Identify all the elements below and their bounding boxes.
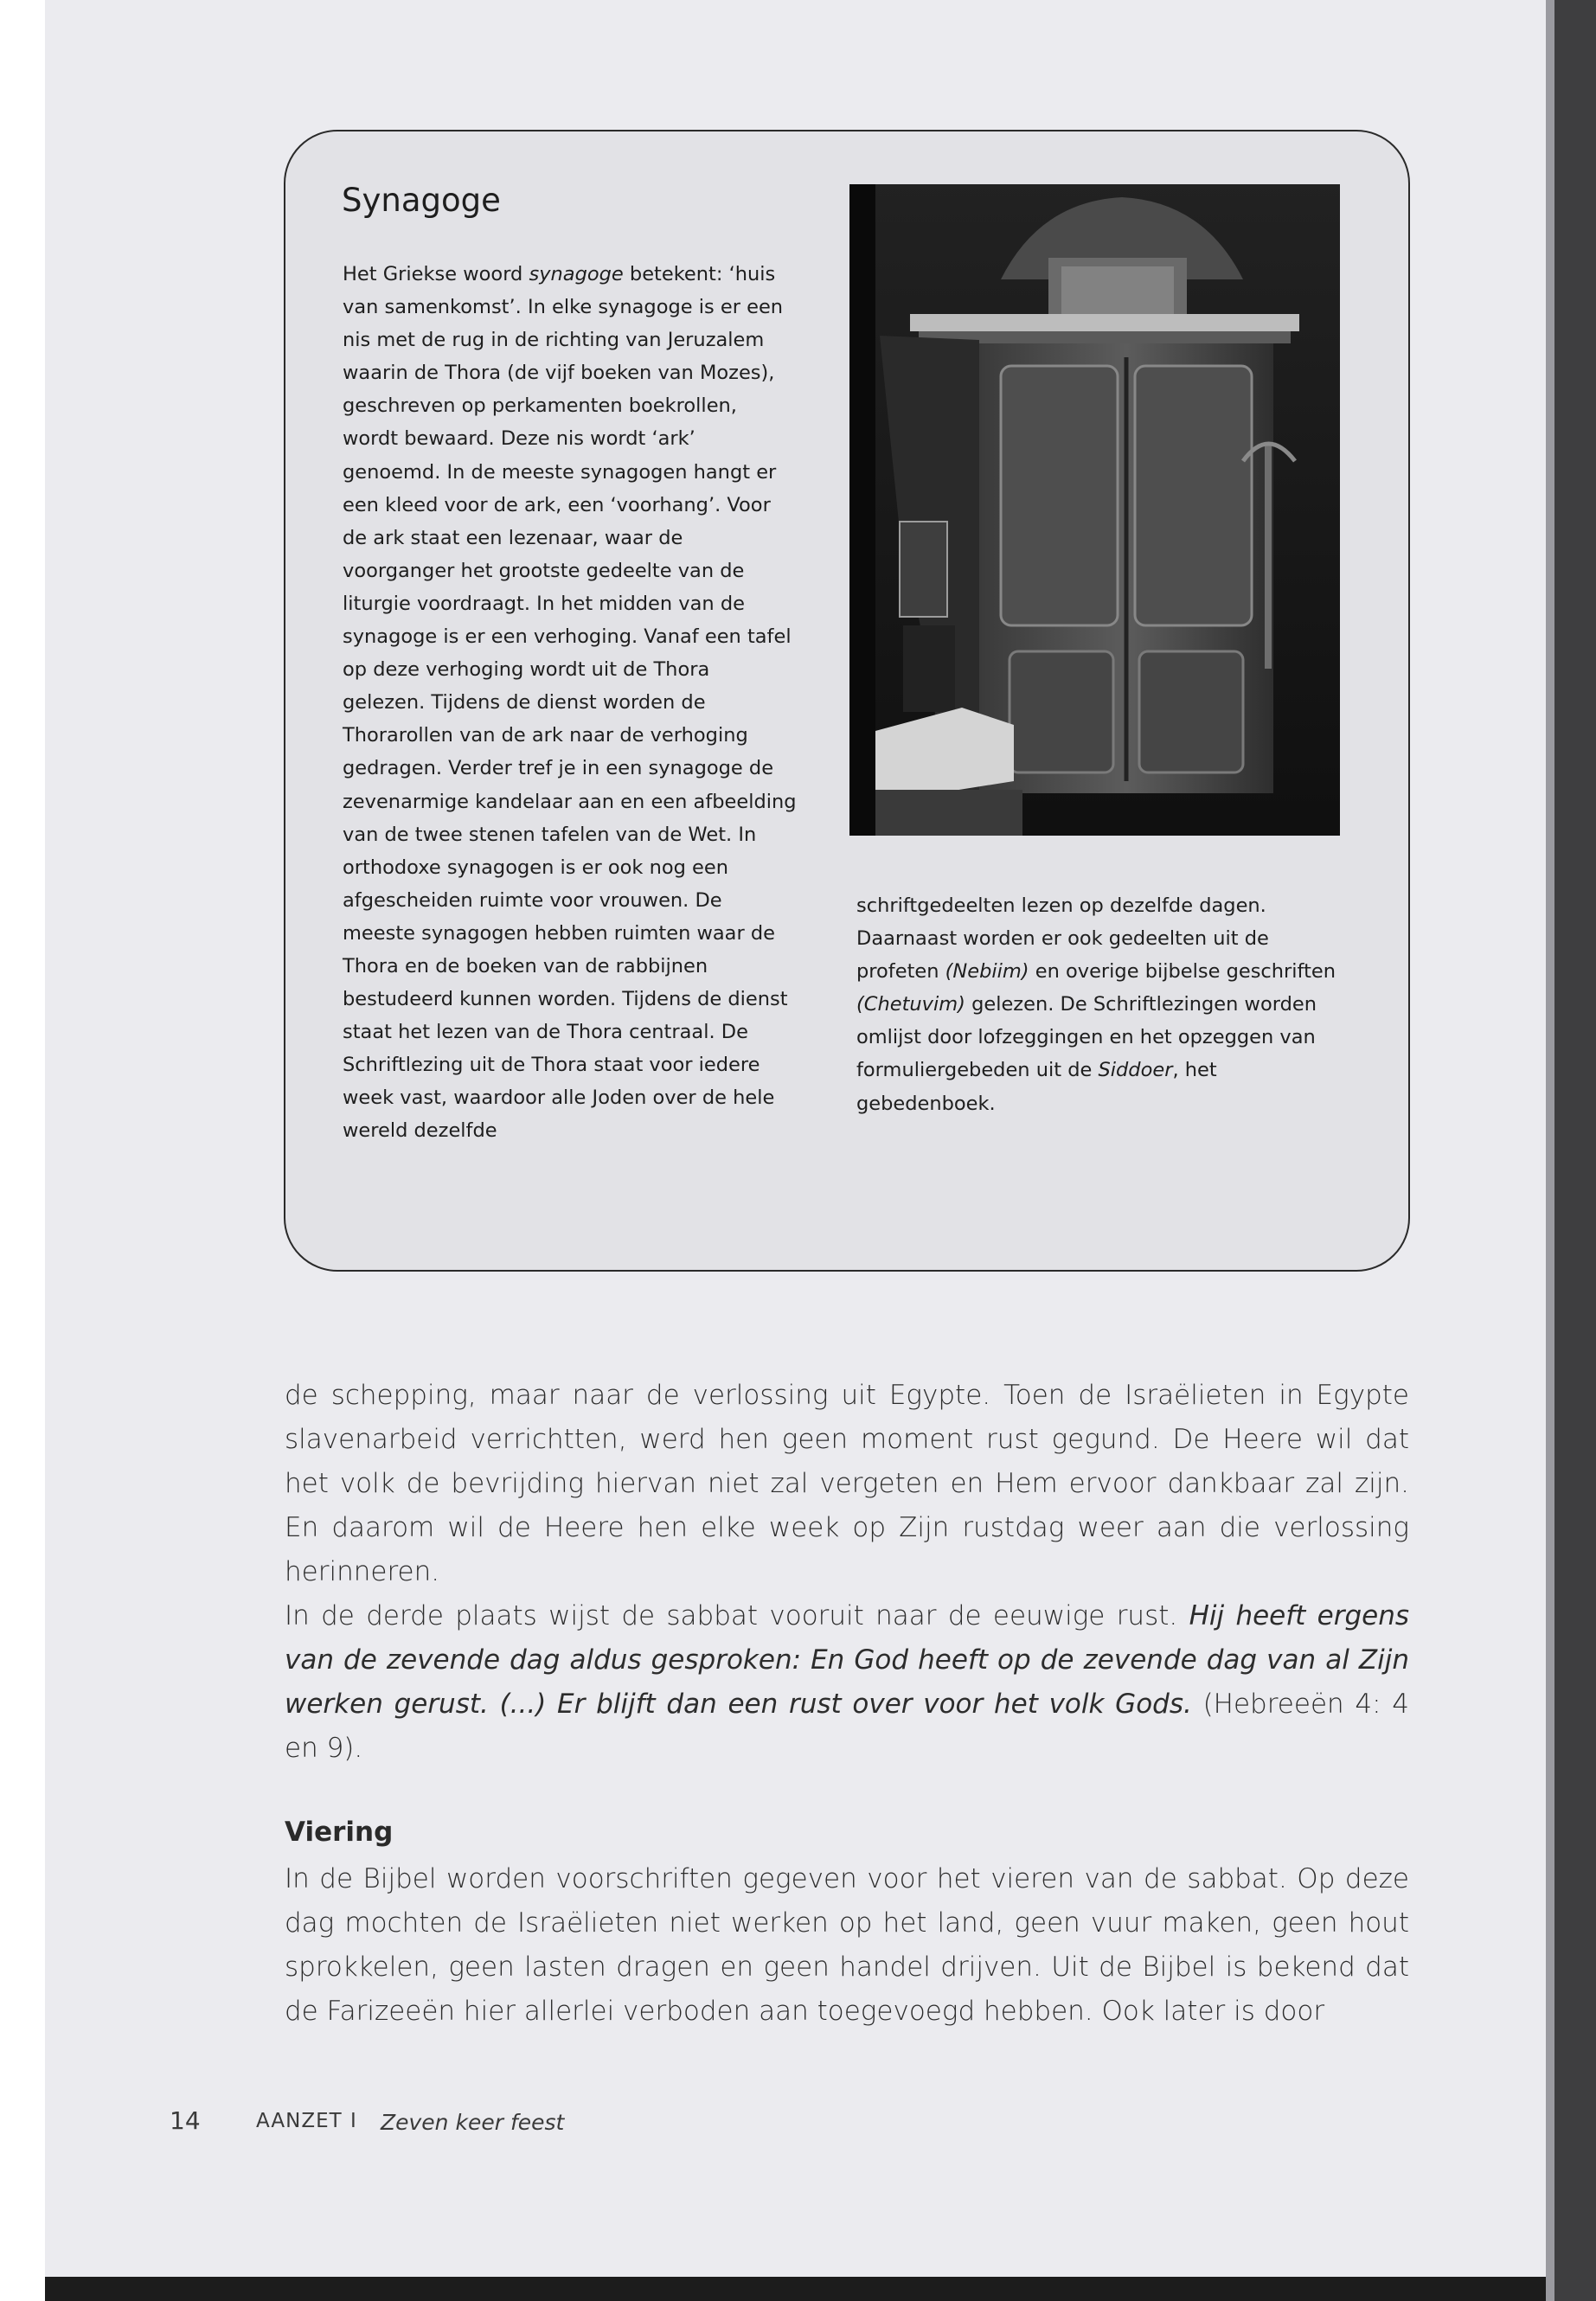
- italic-span: Hij heeft ergens van de zevende dag aldus gesproken: En God heeft op de zevende dag van al Zijn werken gerust. (...) Er blijft dan een rust over voor het volk Gods.: [285, 1600, 1409, 1720]
- body-paragraph-2: In de derde plaats wijst de sabbat vooruit naar de eeuwige rust. Hij heeft ergens van de zevende dag aldus gesproken: En God heeft op de zevende dag van al Zijn werken gerust. (...) Er blijft dan een rust over voor het volk Gods. (Hebreeën 4: 4 en 9).: [285, 1600, 1409, 1764]
- footer-publisher: AANZET: [256, 2110, 343, 2132]
- scan-left-margin: [0, 0, 45, 2301]
- sidebar-column-2: schriftgedeelten lezen op dezelfde dagen. Daarnaast worden er ook gedeelten uit de profeten (Nebiim) en overige bijbelse geschriften (Chetuvim) gelezen. De Schriftlezingen worden omlijst door lofzeggingen en het opzeggen van formuliergebeden uit de Siddoer, het gebedenboek.: [856, 894, 1336, 1115]
- page-number: 14: [170, 2106, 201, 2135]
- synagogue-ark-photo: [849, 184, 1340, 836]
- body-paragraph-3: In de Bijbel worden voorschriften gegeven voor het vieren van de sabbat. Op deze dag mochten de Israëlieten niet werken op het land, geen vuur maken, geen hout sprokkelen, geen lasten dragen en geen handel drijven. Uit de Bijbel is bekend dat de Farizeeën hier allerlei verboden aan toegevoegd hebben. Ook later is door: [285, 1863, 1409, 2027]
- sidebar-column-1: Het Griekse woord synagoge betekent: ‘huis van samenkomst’. In elke synagoge is er een nis met de rug in de richting van Jeruzalem waarin de Thora (de vijf boeken van Mozes), geschreven op perkamenten boekrollen, wordt bewaard. Deze nis wordt ‘ark’ genoemd. In de meeste synagogen hangt er een kleed voor de ark, een ‘voorhang’. Voor de ark staat een lezenaar, waar de voorganger het grootste gedeelte van de liturgie voordraagt. In het midden van de synagoge is er een verhoging. Vanaf een tafel op deze verhoging wordt uit de Thora gelezen. Tijdens de dienst worden de Thorarollen van de ark naar de verhoging gedragen. Verder tref je in een synagoge de zevenarmige kandelaar aan en een afbeelding van de twee stenen tafelen van de Wet. In orthodoxe synagogen is er ook nog een afgescheiden ruimte voor vrouwen. De meeste synagogen hebben ruimten waar de Thora en de boeken van de rabbijnen bestudeerd kunnen worden. Tijdens de dienst staat het lezen van de Thora centraal. De Schriftlezing uit de Thora staat voor iedere week vast, waardoor alle Joden over de hele wereld dezelfde: [343, 263, 797, 1143]
- italic-span: synagoge: [529, 263, 624, 285]
- footer-separator: I: [350, 2110, 356, 2132]
- section-heading: Viering: [285, 1817, 394, 1848]
- body-paragraph-1: de schepping, maar naar de verlossing uit Egypte. Toen de Israëlieten in Egypte slavenarbeid verrichtten, werd hen geen moment rust gegund. De Heere wil dat het volk de bevrijding hiervan niet zal vergeten en Hem ervoor dankbaar zal zijn. En daarom wil de Heere hen elke week op Zijn rustdag weer aan die verlossing herinneren.: [285, 1380, 1409, 1587]
- italic-span: (Nebiim): [945, 960, 1029, 984]
- scan-right-edge-highlight: [1546, 0, 1554, 2301]
- italic-span: (Chetuvim): [856, 993, 965, 1016]
- italic-span: Siddoer: [1098, 1059, 1173, 1082]
- footer-book-title: Zeven keer feest: [381, 2110, 565, 2135]
- sidebar-title: Synagoge: [342, 182, 501, 219]
- scan-bottom-edge: [45, 2277, 1546, 2301]
